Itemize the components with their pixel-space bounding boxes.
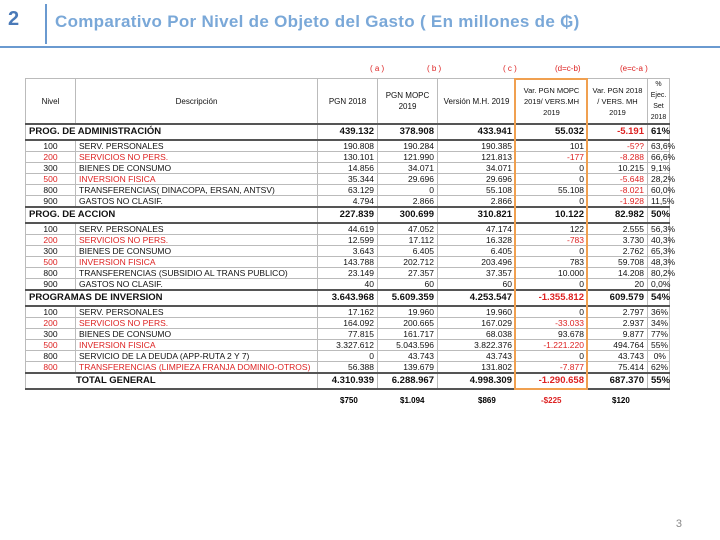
row-pgn2018: 3.643	[318, 246, 378, 257]
table-row	[26, 318, 670, 329]
row-descripcion: INVERSION FISICA	[76, 257, 318, 268]
row-version-mh: 47.174	[438, 223, 516, 235]
row-var-mopc: -783	[516, 235, 588, 246]
row-pgn2018: 0	[318, 351, 378, 362]
row-var-2018: 59.708	[588, 257, 648, 268]
row-pgn-mopc: 6.405	[378, 246, 438, 257]
row-ejec: 56,3%	[648, 223, 670, 235]
row-var-2018: -8.288	[588, 152, 648, 163]
table-row	[26, 140, 670, 152]
row-var-mopc: 55.108	[516, 185, 588, 196]
row-var-mopc: 0	[516, 174, 588, 185]
row-var-mopc: 0	[516, 196, 588, 208]
row-version-mh: 19.960	[438, 306, 516, 318]
row-descripcion: SERV. PERSONALES	[76, 223, 318, 235]
section-version-mh: 433.941	[438, 124, 516, 140]
col-letter-a: ( a )	[370, 64, 385, 73]
row-descripcion: SERV. PERSONALES	[76, 140, 318, 152]
row-var-mopc: -1.221.220	[516, 340, 588, 351]
row-var-mopc: 101	[516, 140, 588, 152]
row-var-2018: 2.762	[588, 246, 648, 257]
usd-total-c: $869	[478, 396, 496, 405]
section-row	[26, 124, 670, 140]
row-pgn-mopc: 60	[378, 279, 438, 291]
usd-total-a: $750	[340, 396, 358, 405]
row-descripcion: SERV. PERSONALES	[76, 306, 318, 318]
row-var-mopc: 93.678	[516, 329, 588, 340]
row-ejec: 80,2%	[648, 268, 670, 279]
row-var-mopc: -7.877	[516, 362, 588, 374]
row-pgn2018: 130.101	[318, 152, 378, 163]
table-row	[26, 340, 670, 351]
row-version-mh: 55.108	[438, 185, 516, 196]
section-pgn2018: 227.839	[318, 207, 378, 223]
row-ejec: 36%	[648, 306, 670, 318]
row-var-2018: 14.208	[588, 268, 648, 279]
row-var-mopc: 0	[516, 306, 588, 318]
row-descripcion: SERVICIOS NO PERS.	[76, 235, 318, 246]
col-header-descripcion: Descripción	[76, 79, 318, 125]
col-letter-b: ( b )	[427, 64, 442, 73]
page-title: Comparativo Por Nivel de Objeto del Gasto ( En millones de ₲)	[55, 12, 580, 31]
row-pgn2018: 40	[318, 279, 378, 291]
table-row	[26, 329, 670, 340]
col-letter-c: ( c )	[503, 64, 517, 73]
row-ejec: 48,3%	[648, 257, 670, 268]
col-header-ejec: % Ejec. Set 2018	[648, 79, 670, 125]
table-row	[26, 196, 670, 208]
row-pgn-mopc: 34.071	[378, 163, 438, 174]
table-row	[26, 362, 670, 374]
row-pgn-mopc: 5.043.596	[378, 340, 438, 351]
row-pgn2018: 23.149	[318, 268, 378, 279]
row-ejec: 0,0%	[648, 279, 670, 291]
row-pgn-mopc: 190.284	[378, 140, 438, 152]
table-row	[26, 257, 670, 268]
section-name: PROG. DE ADMINISTRACIÓN	[26, 124, 318, 140]
row-version-mh: 190.385	[438, 140, 516, 152]
row-descripcion: TRANSFERENCIAS (LIMPIEZA FRANJA DOMINIO-OTROS)	[76, 362, 318, 374]
row-var-2018: 10.215	[588, 163, 648, 174]
total-ejec: 55%	[648, 373, 670, 389]
row-ejec: 63,6%	[648, 140, 670, 152]
slide-number: 2	[8, 8, 20, 30]
row-var-2018: -8.021	[588, 185, 648, 196]
usd-total-d: -$225	[541, 396, 562, 405]
row-nivel: 900	[26, 279, 76, 291]
table-body	[26, 124, 676, 389]
row-pgn-mopc: 202.712	[378, 257, 438, 268]
col-header-pgn-mopc: PGN MOPC 2019	[378, 79, 438, 125]
row-pgn-mopc: 200.665	[378, 318, 438, 329]
header-rule	[0, 46, 720, 48]
row-descripcion: SERVICIO DE LA DEUDA (APP-RUTA 2 Y 7)	[76, 351, 318, 362]
row-ejec: 60,0%	[648, 185, 670, 196]
row-pgn2018: 17.162	[318, 306, 378, 318]
row-ejec: 65,3%	[648, 246, 670, 257]
row-pgn2018: 44.619	[318, 223, 378, 235]
row-version-mh: 68.038	[438, 329, 516, 340]
row-ejec: 34%	[648, 318, 670, 329]
row-nivel: 500	[26, 340, 76, 351]
table-row	[26, 268, 670, 279]
row-pgn-mopc: 17.112	[378, 235, 438, 246]
row-pgn2018: 56.388	[318, 362, 378, 374]
section-row	[26, 207, 670, 223]
row-pgn2018: 63.129	[318, 185, 378, 196]
row-var-mopc: 0	[516, 351, 588, 362]
row-var-mopc: 122	[516, 223, 588, 235]
row-descripcion: INVERSION FISICA	[76, 340, 318, 351]
row-var-2018: 2.937	[588, 318, 648, 329]
row-var-2018: 3.730	[588, 235, 648, 246]
col-header-var-pgn2018: Var. PGN 2018 / VERS. MH 2019	[588, 79, 648, 125]
col-header-version-mh: Versión M.H. 2019	[438, 79, 516, 125]
header-divider	[45, 4, 47, 44]
total-row	[26, 373, 670, 389]
row-pgn2018: 14.856	[318, 163, 378, 174]
section-var-mopc: 10.122	[516, 207, 588, 223]
section-pgn-mopc: 378.908	[378, 124, 438, 140]
row-ejec: 11,5%	[648, 196, 670, 208]
row-nivel: 200	[26, 235, 76, 246]
row-var-2018: -1.928	[588, 196, 648, 208]
row-nivel: 100	[26, 140, 76, 152]
column-letters	[0, 64, 720, 76]
row-nivel: 800	[26, 185, 76, 196]
row-descripcion: BIENES DE CONSUMO	[76, 246, 318, 257]
row-pgn-mopc: 43.743	[378, 351, 438, 362]
slide-header	[0, 0, 720, 46]
row-var-mopc: 0	[516, 246, 588, 257]
row-ejec: 28,2%	[648, 174, 670, 185]
row-version-mh: 203.496	[438, 257, 516, 268]
row-nivel: 300	[26, 329, 76, 340]
section-ejec: 54%	[648, 290, 670, 306]
row-pgn2018: 164.092	[318, 318, 378, 329]
table-row	[26, 152, 670, 163]
row-pgn-mopc: 29.696	[378, 174, 438, 185]
row-ejec: 40,3%	[648, 235, 670, 246]
row-var-mopc: 0	[516, 279, 588, 291]
usd-total-e: $120	[612, 396, 630, 405]
table-row	[26, 246, 670, 257]
row-pgn2018: 4.794	[318, 196, 378, 208]
row-var-2018: 494.764	[588, 340, 648, 351]
row-nivel: 300	[26, 246, 76, 257]
page-number: 3	[675, 518, 682, 530]
row-version-mh: 167.029	[438, 318, 516, 329]
table-row	[26, 235, 670, 246]
row-descripcion: GASTOS NO CLASIF.	[76, 279, 318, 291]
row-nivel: 200	[26, 318, 76, 329]
col-header-pgn2018: PGN 2018	[318, 79, 378, 125]
row-version-mh: 131.802	[438, 362, 516, 374]
row-var-2018: 75.414	[588, 362, 648, 374]
section-var-2018: 609.579	[588, 290, 648, 306]
table-row	[26, 163, 670, 174]
row-nivel: 300	[26, 163, 76, 174]
row-var-mopc: 10.000	[516, 268, 588, 279]
section-pgn2018: 3.643.968	[318, 290, 378, 306]
section-pgn2018: 439.132	[318, 124, 378, 140]
section-ejec: 61%	[648, 124, 670, 140]
row-descripcion: BIENES DE CONSUMO	[76, 329, 318, 340]
row-version-mh: 43.743	[438, 351, 516, 362]
row-descripcion: GASTOS NO CLASIF.	[76, 196, 318, 208]
row-pgn-mopc: 19.960	[378, 306, 438, 318]
row-pgn2018: 3.327.612	[318, 340, 378, 351]
section-var-2018: -5.191	[588, 124, 648, 140]
row-version-mh: 37.357	[438, 268, 516, 279]
row-pgn2018: 77.815	[318, 329, 378, 340]
row-ejec: 0%	[648, 351, 670, 362]
row-descripcion: TRANSFERENCIAS( DINACOPA, ERSAN, ANTSV)	[76, 185, 318, 196]
col-letter-e: (e=c-a )	[620, 64, 648, 73]
total-var-2018: 687.370	[588, 373, 648, 389]
row-pgn2018: 35.344	[318, 174, 378, 185]
row-pgn-mopc: 161.717	[378, 329, 438, 340]
row-ejec: 66,6%	[648, 152, 670, 163]
row-nivel: 800	[26, 362, 76, 374]
total-pgn2018: 4.310.939	[318, 373, 378, 389]
usd-total-b: $1.094	[400, 396, 425, 405]
budget-table	[25, 78, 676, 390]
table-header-row	[26, 79, 670, 125]
row-ejec: 9,1%	[648, 163, 670, 174]
row-version-mh: 16.328	[438, 235, 516, 246]
section-var-2018: 82.982	[588, 207, 648, 223]
row-nivel: 800	[26, 351, 76, 362]
row-descripcion: SERVICIOS NO PERS.	[76, 318, 318, 329]
row-var-2018: 2.797	[588, 306, 648, 318]
row-pgn-mopc: 47.052	[378, 223, 438, 235]
row-version-mh: 2.866	[438, 196, 516, 208]
col-letter-d: (d=c-b)	[555, 64, 581, 73]
row-version-mh: 6.405	[438, 246, 516, 257]
total-version-mh: 4.998.309	[438, 373, 516, 389]
row-ejec: 62%	[648, 362, 670, 374]
row-pgn2018: 12.599	[318, 235, 378, 246]
table-row	[26, 185, 670, 196]
section-name: PROG. DE ACCION	[26, 207, 318, 223]
table-row	[26, 306, 670, 318]
row-descripcion: SERVICIOS NO PERS.	[76, 152, 318, 163]
row-nivel: 800	[26, 268, 76, 279]
total-pgn-mopc: 6.288.967	[378, 373, 438, 389]
row-descripcion: TRANSFERENCIAS (SUBSIDIO AL TRANS PUBLICO)	[76, 268, 318, 279]
row-nivel: 500	[26, 257, 76, 268]
row-var-2018: 2.555	[588, 223, 648, 235]
row-version-mh: 60	[438, 279, 516, 291]
col-header-nivel: Nivel	[26, 79, 76, 125]
section-pgn-mopc: 5.609.359	[378, 290, 438, 306]
row-pgn-mopc: 121.990	[378, 152, 438, 163]
row-var-2018: -5??	[588, 140, 648, 152]
row-version-mh: 29.696	[438, 174, 516, 185]
total-label: TOTAL GENERAL	[26, 373, 318, 389]
row-version-mh: 3.822.376	[438, 340, 516, 351]
row-var-2018: -5.648	[588, 174, 648, 185]
row-ejec: 55%	[648, 340, 670, 351]
section-version-mh: 4.253.547	[438, 290, 516, 306]
row-pgn-mopc: 139.679	[378, 362, 438, 374]
row-nivel: 900	[26, 196, 76, 208]
total-var-mopc: -1.290.658	[516, 373, 588, 389]
row-nivel: 200	[26, 152, 76, 163]
section-ejec: 50%	[648, 207, 670, 223]
table-row	[26, 223, 670, 235]
table-row	[26, 279, 670, 291]
section-pgn-mopc: 300.699	[378, 207, 438, 223]
row-var-mopc: -33.033	[516, 318, 588, 329]
row-var-mopc: 783	[516, 257, 588, 268]
row-var-2018: 9.877	[588, 329, 648, 340]
row-descripcion: BIENES DE CONSUMO	[76, 163, 318, 174]
table-row	[26, 174, 670, 185]
section-version-mh: 310.821	[438, 207, 516, 223]
row-pgn2018: 143.788	[318, 257, 378, 268]
section-row	[26, 290, 670, 306]
section-name: PROGRAMAS DE INVERSION	[26, 290, 318, 306]
row-version-mh: 121.813	[438, 152, 516, 163]
row-var-2018: 43.743	[588, 351, 648, 362]
row-nivel: 500	[26, 174, 76, 185]
row-pgn2018: 190.808	[318, 140, 378, 152]
table-row	[26, 351, 670, 362]
section-var-mopc: 55.032	[516, 124, 588, 140]
row-pgn-mopc: 2.866	[378, 196, 438, 208]
col-header-var-pgn-mopc: Var. PGN MOPC 2019/ VERS.MH 2019	[516, 79, 588, 125]
section-var-mopc: -1.355.812	[516, 290, 588, 306]
row-var-mopc: -177	[516, 152, 588, 163]
row-pgn-mopc: 0	[378, 185, 438, 196]
row-var-2018: 20	[588, 279, 648, 291]
row-nivel: 100	[26, 306, 76, 318]
row-nivel: 100	[26, 223, 76, 235]
row-ejec: 77%	[648, 329, 670, 340]
row-version-mh: 34.071	[438, 163, 516, 174]
row-var-mopc: 0	[516, 163, 588, 174]
row-descripcion: INVERSION FISICA	[76, 174, 318, 185]
row-pgn-mopc: 27.357	[378, 268, 438, 279]
